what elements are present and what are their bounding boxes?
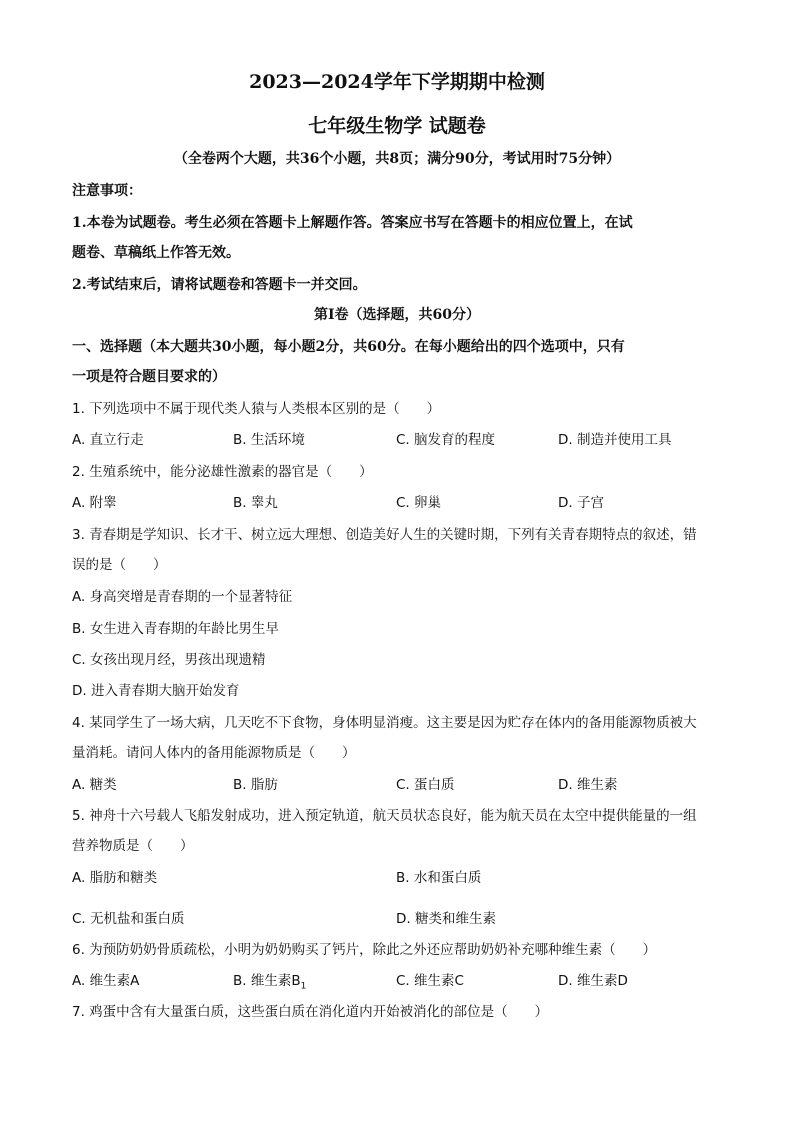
question-5-option-b: B. 水和蛋白质: [396, 870, 482, 886]
question-6-option-d: D. 维生素D: [558, 973, 628, 989]
question-5-option-a: A. 脂肪和糖类: [72, 870, 158, 886]
question-6-option-b: [233, 972, 306, 996]
question-4-option-d: D. 维生素: [558, 777, 618, 793]
exam-subtitle: 七年级生物学 试题卷: [308, 115, 486, 137]
question-6-option-c: C. 维生素C: [396, 973, 464, 989]
question-2-option-c: C. 卵巢: [396, 495, 442, 511]
question-6-option-b-text: B. 维生素B: [233, 973, 301, 989]
question-3-stem-line-2: 误的是（ ）: [72, 557, 167, 573]
notice-item-1-line-1: 1.本卷为试题卷。考生必须在答题卡上解题作答。答案应书写在答题卡的相应位置上，在试: [72, 215, 633, 231]
question-2-stem: 2. 生殖系统中，能分泌雄性激素的器官是（ ）: [72, 464, 373, 480]
question-3-stem-line-1: 3. 青春期是学知识、长才干、树立远大理想、创造美好人生的关键时期，下列有关青春期特点的叙述，错: [72, 527, 697, 543]
question-4-option-a: A. 糖类: [72, 777, 117, 793]
question-5-stem-line-2: 营养物质是（ ）: [72, 838, 194, 854]
question-2-option-b: B. 睾丸: [233, 495, 278, 511]
question-2-option-d: D. 子宫: [558, 495, 604, 511]
question-6-stem: 6. 为预防奶奶骨质疏松，小明为奶奶购买了钙片，除此之外还应帮助奶奶补充哪种维生素（ ）: [72, 942, 657, 958]
question-3-option-b: B. 女生进入青春期的年龄比男生早: [72, 621, 279, 637]
question-6-option-b-subscript: 1: [300, 981, 307, 992]
question-5-option-c: C. 无机盐和蛋白质: [72, 911, 185, 927]
notice-item-2: 2.考试结束后，请将试题卷和答题卡一并交回。: [72, 277, 367, 293]
question-1-option-b: B. 生活环境: [233, 432, 305, 448]
section-heading-line-1: 一、选择题（本大题共30小题，每小题2分，共60分。在每小题给出的四个选项中，只有: [72, 339, 625, 355]
question-3-option-c: C. 女孩出现月经，男孩出现遗精: [72, 652, 266, 668]
question-1-stem: 1. 下列选项中不属于现代类人猿与人类根本区别的是（ ）: [72, 401, 441, 417]
part-title: 第Ⅰ卷（选择题，共60分）: [313, 307, 481, 323]
question-4-option-c: C. 蛋白质: [396, 777, 455, 793]
question-1-option-a: A. 直立行走: [72, 432, 144, 448]
exam-info: （全卷两个大题，共36个小题，共8页；满分90分，考试用时75分钟）: [173, 151, 621, 167]
notice-heading: 注意事项：: [72, 183, 142, 199]
question-5-option-d: D. 糖类和维生素: [396, 911, 496, 927]
question-1-option-d: D. 制造并使用工具: [558, 432, 672, 448]
section-heading-line-2: 一项是符合题目要求的）: [72, 369, 226, 385]
question-1-option-c: C. 脑发育的程度: [396, 432, 496, 448]
question-6-option-a: A. 维生素A: [72, 973, 140, 989]
notice-item-1-line-2: 题卷、草稿纸上作答无效。: [72, 245, 240, 261]
question-5-stem-line-1: 5. 神舟十六号载人飞船发射成功，进入预定轨道，航天员状态良好，能为航天员在太空中提供能量的一组: [72, 808, 697, 824]
question-4-stem-line-2: 量消耗。请问人体内的备用能源物质是（ ）: [72, 745, 356, 761]
question-7-stem: 7. 鸡蛋中含有大量蛋白质，这些蛋白质在消化道内开始被消化的部位是（ ）: [72, 1004, 549, 1020]
question-4-stem-line-1: 4. 某同学生了一场大病，几天吃不下食物，身体明显消瘦。这主要是因为贮存在体内的备用能源物质被大: [72, 715, 697, 731]
question-3-option-d: D. 进入青春期大脑开始发育: [72, 683, 240, 699]
question-4-option-b: B. 脂肪: [233, 777, 278, 793]
exam-title: 2023—2024学年下学期期中检测: [249, 71, 545, 93]
question-3-option-a: A. 身高突增是青春期的一个显著特征: [72, 589, 293, 605]
question-2-option-a: A. 附睾: [72, 495, 117, 511]
